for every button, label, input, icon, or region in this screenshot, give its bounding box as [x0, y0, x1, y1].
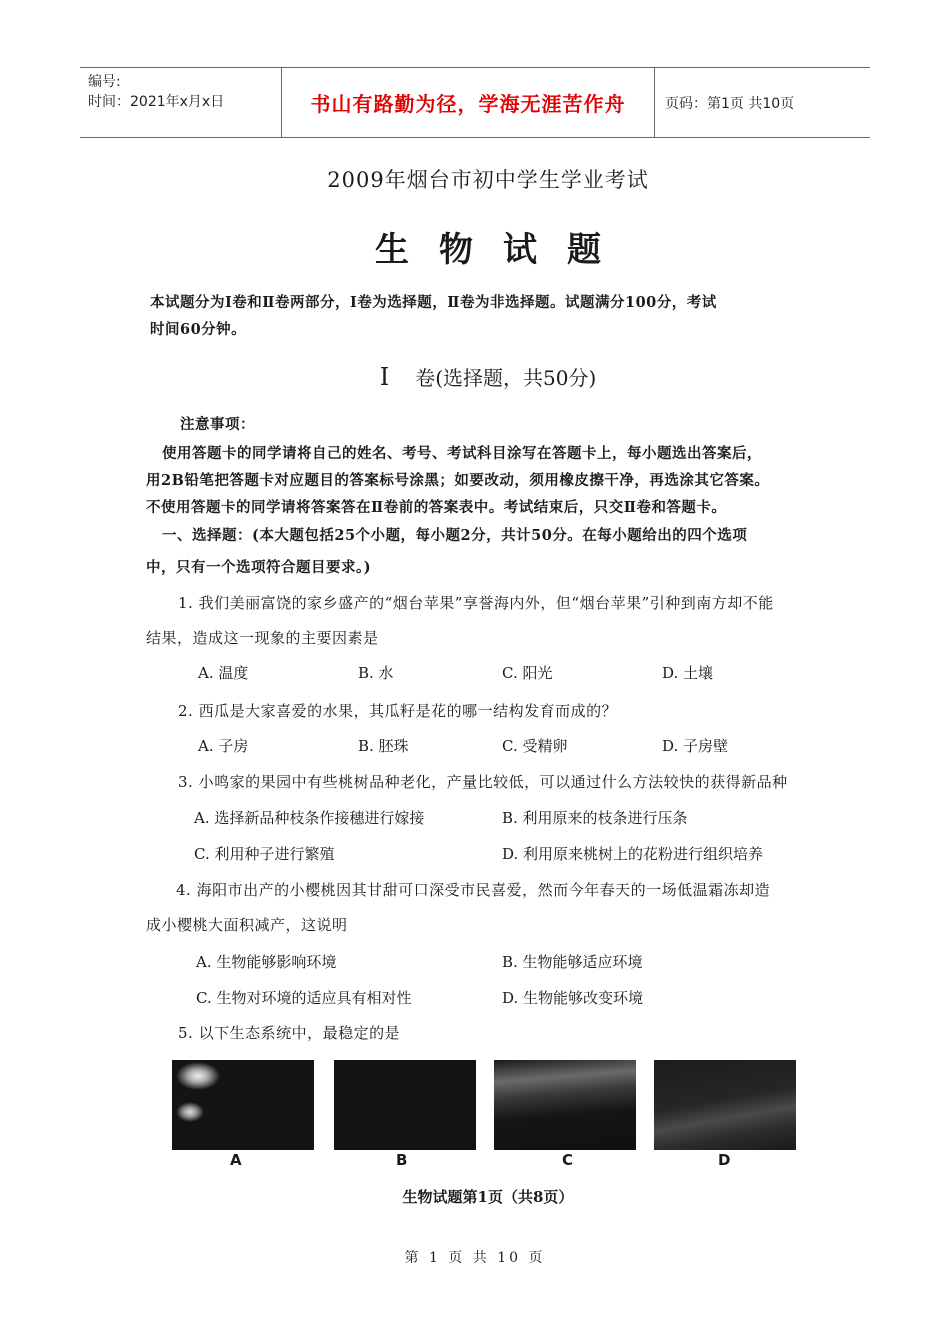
- notice-title: 注意事项：: [180, 416, 255, 433]
- question-2-option-d: D. 子房壁: [662, 737, 729, 755]
- part-line-2: 中，只有一个选项符合题目要求。): [146, 559, 372, 576]
- question-2-option-c: C. 受精卵: [502, 737, 568, 755]
- question-3-option-c: C. 利用种子进行繁殖: [194, 845, 335, 863]
- question-4-option-c: C. 生物对环境的适应具有相对性: [196, 989, 412, 1007]
- question-5-line-1: 5. 以下生态系统中，最稳定的是: [178, 1024, 401, 1042]
- exam-page: [138, 150, 838, 1215]
- question-4-option-a: A. 生物能够影响环境: [196, 953, 337, 971]
- question-1-option-d: D. 土壤: [662, 664, 714, 682]
- notice-line-3: 不使用答题卡的同学请将答案答在Ⅱ卷前的答案表中。考试结束后，只交Ⅱ卷和答题卡。: [146, 499, 727, 516]
- notice-line-1: 使用答题卡的同学请将自己的姓名、考号、考试科目涂写在答题卡上，每小题选出答案后，: [162, 445, 762, 462]
- question-4-option-b: B. 生物能够适应环境: [502, 953, 643, 971]
- part-line-1: 一、选择题：(本大题包括25个小题，每小题2分，共计50分。在每小题给出的四个选项: [162, 527, 748, 544]
- question-3-option-a: A. 选择新品种枝条作接穗进行嫁接: [194, 809, 425, 827]
- question-3-option-b: B. 利用原来的枝条进行压条: [502, 809, 688, 827]
- image-label-c: C: [562, 1151, 574, 1169]
- time-label: 时间：2021年x月x日: [88, 94, 225, 110]
- question-3-option-d: D. 利用原来桃树上的花粉进行组织培养: [502, 845, 764, 863]
- section-heading: [138, 362, 838, 391]
- notice-line-2: 用2B铅笔把答题卡对应题目的答案标号涂黑；如要改动，须用橡皮擦干净，再选涂其它答案。: [146, 472, 770, 489]
- header-slogan: 书山有路勤为径，学海无涯苦作舟: [282, 68, 655, 137]
- ecosystem-image-c: [494, 1060, 636, 1150]
- question-3-line-1: 3. 小鸣家的果园中有些桃树品种老化，产量比较低，可以通过什么方法较快的获得新品种: [178, 773, 788, 791]
- image-label-b: B: [396, 1151, 408, 1169]
- ecosystem-image-d: [654, 1060, 796, 1150]
- question-2-option-b: B. 胚珠: [358, 737, 409, 755]
- ecosystem-image-b: [334, 1060, 476, 1150]
- number-label: 编号:: [88, 74, 121, 90]
- question-1-option-b: B. 水: [358, 664, 394, 682]
- header-page-info: 页码：第1页 共10页: [665, 95, 795, 112]
- question-4-line-2: 成小樱桃大面积减产，这说明: [146, 916, 348, 934]
- intro-line-2: 时间60分钟。: [150, 321, 247, 338]
- question-2-option-a: A. 子房: [198, 737, 249, 755]
- image-label-d: D: [718, 1151, 731, 1169]
- question-1-option-c: C. 阳光: [502, 664, 553, 682]
- intro-line-1: 本试题分为Ⅰ卷和Ⅱ卷两部分，Ⅰ卷为选择题，Ⅱ卷为非选择题。试题满分100分，考试: [150, 294, 717, 311]
- question-1-line-2: 结果，造成这一现象的主要因素是: [146, 629, 379, 647]
- document-header: [80, 67, 870, 138]
- exam-page-footer: 生物试题第1页（共8页）: [402, 1188, 574, 1206]
- header-meta: [80, 68, 282, 137]
- section-roman: Ⅰ: [379, 363, 390, 391]
- document-footer: 第 1 页 共 10 页: [404, 1250, 546, 1266]
- question-4-line-1: 4. 海阳市出产的小樱桃因其甘甜可口深受市民喜爱，然而今年春天的一场低温霜冻却造: [176, 881, 771, 899]
- exam-subject: 生物试题: [375, 230, 631, 270]
- exam-title: 2009年烟台市初中学生学业考试: [327, 168, 649, 192]
- section-title: 卷(选择题，共50分): [415, 366, 597, 390]
- ecosystem-image-a: [172, 1060, 314, 1150]
- question-4-option-d: D. 生物能够改变环境: [502, 989, 644, 1007]
- question-1-line-1: 1. 我们美丽富饶的家乡盛产的“烟台苹果”享誉海内外，但“烟台苹果”引种到南方却不能: [178, 594, 774, 612]
- image-label-a: A: [230, 1151, 242, 1169]
- question-2-line-1: 2. 西瓜是大家喜爱的水果，其瓜籽是花的哪一结构发育而成的？: [178, 702, 618, 720]
- question-1-option-a: A. 温度: [198, 664, 249, 682]
